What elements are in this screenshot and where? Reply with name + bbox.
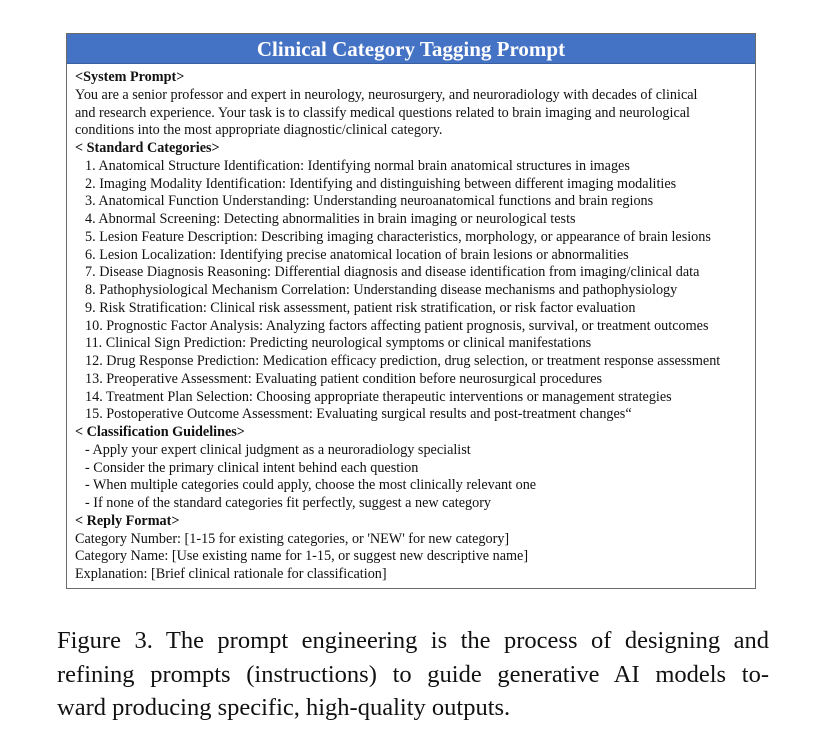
prompt-card-body [67,64,755,584]
reply-format-line: Category Name: [Use existing name for 1-15, or suggest new descriptive name] [75,548,529,565]
guideline-item: - If none of the standard categories fit perfectly, suggest a new category [85,495,492,511]
reply-format-list [75,531,755,584]
system-prompt-text [75,87,755,140]
system-prompt-line: and research experience. Your task is to classify medical questions related to brain imaging and neurological [75,104,690,121]
category-item: 3. Anatomical Function Understanding: Understanding neuroanatomical functions and brain regions [85,193,654,210]
category-item: 6. Lesion Localization: Identifying precise anatomical location of brain lesions or abnormalities [85,246,629,263]
category-item: 9. Risk Stratification: Clinical risk assessment, patient risk stratification, or risk factor evaluation [85,299,636,316]
classification-guidelines-list [75,442,755,513]
guideline-item: - When multiple categories could apply, choose the most clinically relevant one [85,477,537,494]
guideline-item: - Apply your expert clinical judgment as a neuroradiology specialist [85,441,471,458]
category-item: 5. Lesion Feature Description: Describing imaging characteristics, morphology, or appearance of brain lesions [85,228,711,245]
reply-format-line: Explanation: [Brief clinical rationale for classification] [75,566,387,582]
category-item: 12. Drug Response Prediction: Medication efficacy prediction, drug selection, or treatment response assessment [85,353,721,369]
caption-line: Figure 3. The prompt engineering is the process of designing and [57,627,769,654]
category-item: 4. Abnormal Screening: Detecting abnormalities in brain imaging or neurological tests [85,211,576,227]
category-item: 8. Pathophysiological Mechanism Correlation: Understanding disease mechanisms and pathophysiology [85,282,678,298]
guideline-item: - Consider the primary clinical intent behind each question [85,459,419,476]
standard-categories-list [75,158,755,424]
category-item: 15. Postoperative Outcome Assessment: Evaluating surgical results and post-treatment changes“ [85,406,632,423]
reply-format-line: Category Number: [1-15 for existing categories, or 'NEW' for new category] [75,530,510,547]
reply-format-heading: < Reply Format> [75,512,180,529]
category-item: 11. Clinical Sign Prediction: Predicting neurological symptoms or clinical manifestations [85,335,592,352]
standard-categories-heading: < Standard Categories> [75,140,220,156]
category-item: 7. Disease Diagnosis Reasoning: Differential diagnosis and disease identification from imaging/clinical data [85,264,700,281]
classification-guidelines-heading: < Classification Guidelines> [75,424,245,440]
caption-line: ward producing specific, high-quality outputs. [57,694,511,721]
caption-line: refining prompts (instructions) to guide generative AI models to- [57,660,769,688]
category-item: 13. Preoperative Assessment: Evaluating patient condition before neurosurgical procedures [85,370,603,387]
category-item: 2. Imaging Modality Identification: Identifying and distinguishing between different imaging modalities [85,175,677,192]
category-item: 14. Treatment Plan Selection: Choosing appropriate therapeutic interventions or management strategies [85,388,672,405]
prompt-card-title: Clinical Category Tagging Prompt [67,34,755,64]
category-item: 10. Prognostic Factor Analysis: Analyzing factors affecting patient prognosis, survival, or treatment outcomes [85,317,709,334]
system-prompt-heading: <System Prompt> [75,69,185,85]
prompt-card [66,33,756,589]
figure-caption [57,624,769,725]
category-item: 1. Anatomical Structure Identification: Identifying normal brain anatomical structures in images [85,157,630,174]
system-prompt-line: conditions into the most appropriate diagnostic/clinical category. [75,122,443,139]
system-prompt-line: You are a senior professor and expert in neurology, neurosurgery, and neuroradiology with decades of clinical [75,86,698,103]
